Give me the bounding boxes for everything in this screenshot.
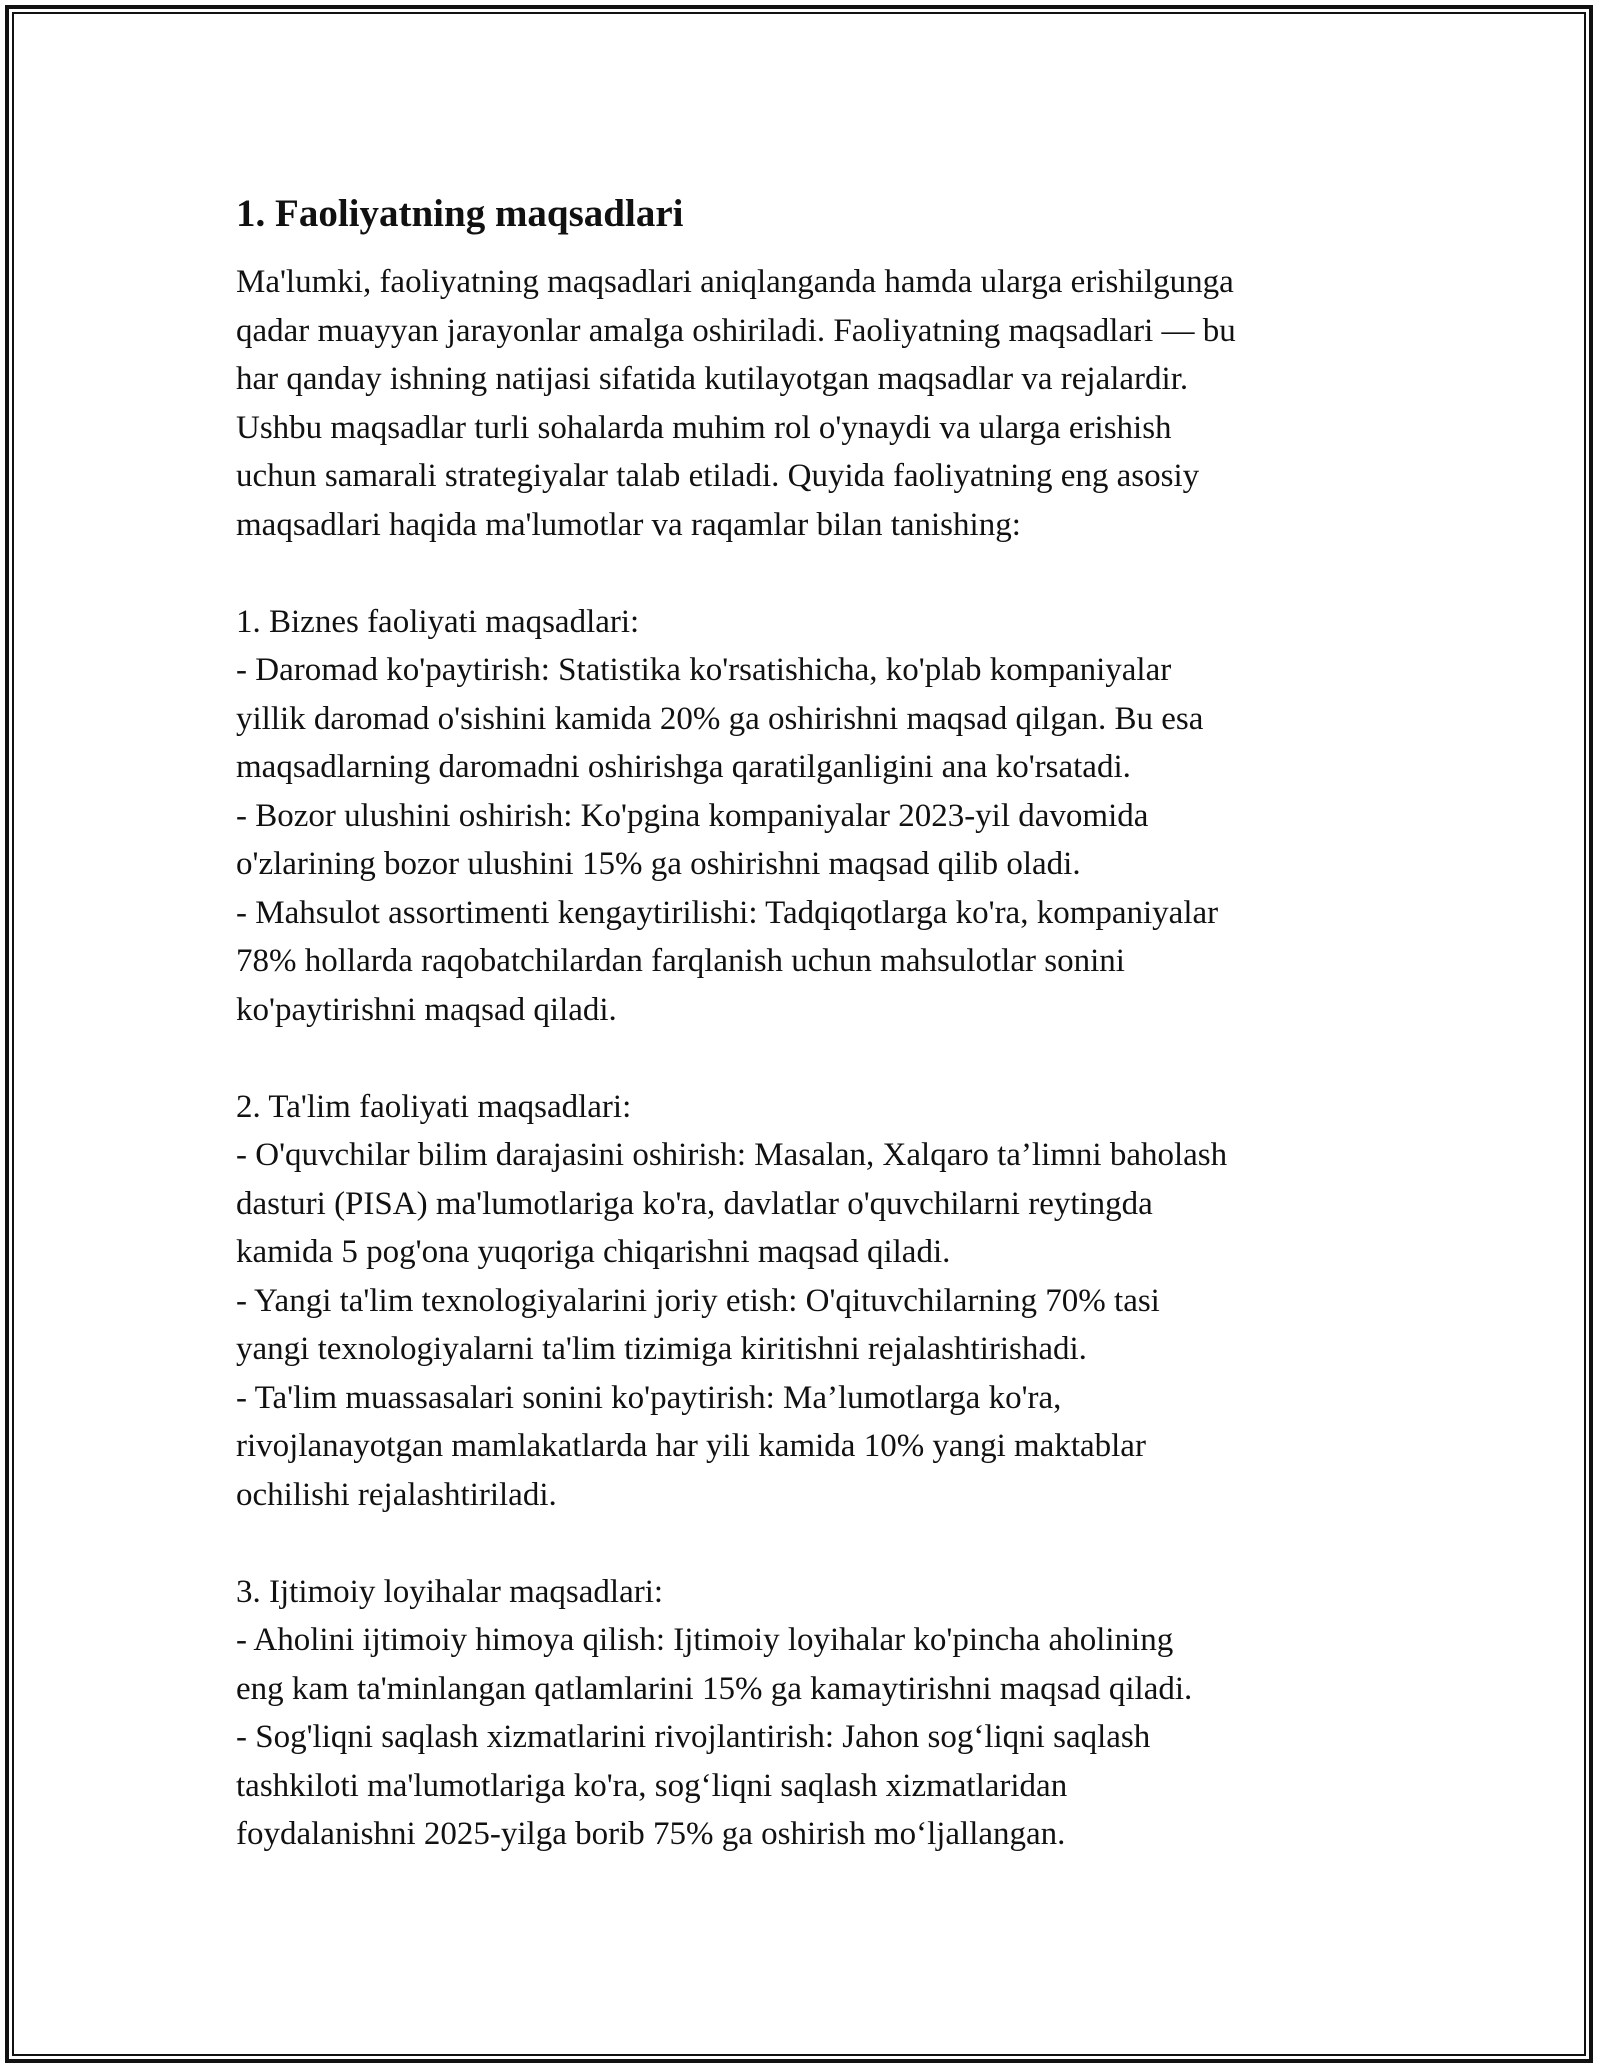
list-item: - Aholini ijtimoiy himoya qilish: Ijtimoiy loyihalar ko'pincha aholining eng kam ta'minlangan qatlamlarini 15% ga kamaytirishni maqsad qiladi. [236,1622,1193,1707]
section-heading: 1. Biznes faoliyati maqsadlari: [236,603,640,640]
list-item: - Yangi ta'lim texnologiyalarini joriy etish: O'qituvchilarning 70% tasi yangi texnologiyalarni ta'lim tizimiga kiritishni rejalashtirishadi. [236,1282,1160,1367]
list-item: - O'quvchilar bilim darajasini oshirish: Masalan, Xalqaro ta’limni baholash dasturi (PISA) ma'lumotlariga ko'ra, davlatlar o'quvchilarni reytingda kamida 5 pog'ona yuqoriga chiqarishni maqsad qiladi. [236,1137,1228,1270]
list-item: - Sog'liqni saqlash xizmatlarini rivojlantirish: Jahon sog‘liqni saqlash tashkiloti ma'lumotlariga ko'ra, sog‘liqni saqlash xizmatlaridan foydalanishni 2025-yilga borib 75% ga oshirish mo‘ljallangan. [236,1719,1151,1852]
list-item: - Mahsulot assortimenti kengaytirilishi: Tadqiqotlarga ko'ra, kompaniyalar 78% hollarda raqobatchilardan farqlanish uchun mahsulotlar sonini ko'paytirishni maqsad qiladi. [236,894,1219,1028]
document-body [236,188,1376,1859]
document-title: 1. Faoliyatning maqsadlari [236,192,684,235]
list-item: - Ta'lim muassasalari sonini ko'paytirish: Ma’lumotlarga ko'ra, rivojlanayotgan mamlakatlarda har yili kamida 10% yangi maktablar ochilishi rejalashtiriladi. [236,1379,1146,1513]
list-item: - Bozor ulushini oshirish: Ko'pgina kompaniyalar 2023-yil davomida o'zlarining bozor ulushini 15% ga oshirishni maqsad qilib oladi. [236,797,1149,882]
section-education-goals [236,1083,1376,1520]
section-heading: 2. Ta'lim faoliyati maqsadlari: [236,1088,632,1125]
section-business-goals [236,598,1376,1035]
intro-paragraph: Ma'lumki, faoliyatning maqsadlari aniqlanganda hamda ularga erishilgunga qadar muayyan jarayonlar amalga oshiriladi. Faoliyatning maqsadlari — bu har qanday ishning natijasi sifatida kutilayotgan maqsadlar va rejalardir. Ushbu maqsadlar turli sohalarda muhim rol o'ynaydi va ularga erishish uchun samarali strategiyalar talab etiladi. Quyida faoliyatning eng asosiy maqsadlari haqida ma'lumotlar va raqamlar bilan tanishing: [236,264,1236,543]
section-social-projects-goals [236,1568,1376,1859]
section-heading: 3. Ijtimoiy loyihalar maqsadlari: [236,1573,664,1610]
list-item: - Daromad ko'paytirish: Statistika ko'rsatishicha, ko'plab kompaniyalar yillik daromad o'sishini kamida 20% ga oshirishni maqsad qilgan. Bu esa maqsadlarning daromadni oshirishga qaratilganligini ana ko'rsatadi. [236,652,1204,785]
